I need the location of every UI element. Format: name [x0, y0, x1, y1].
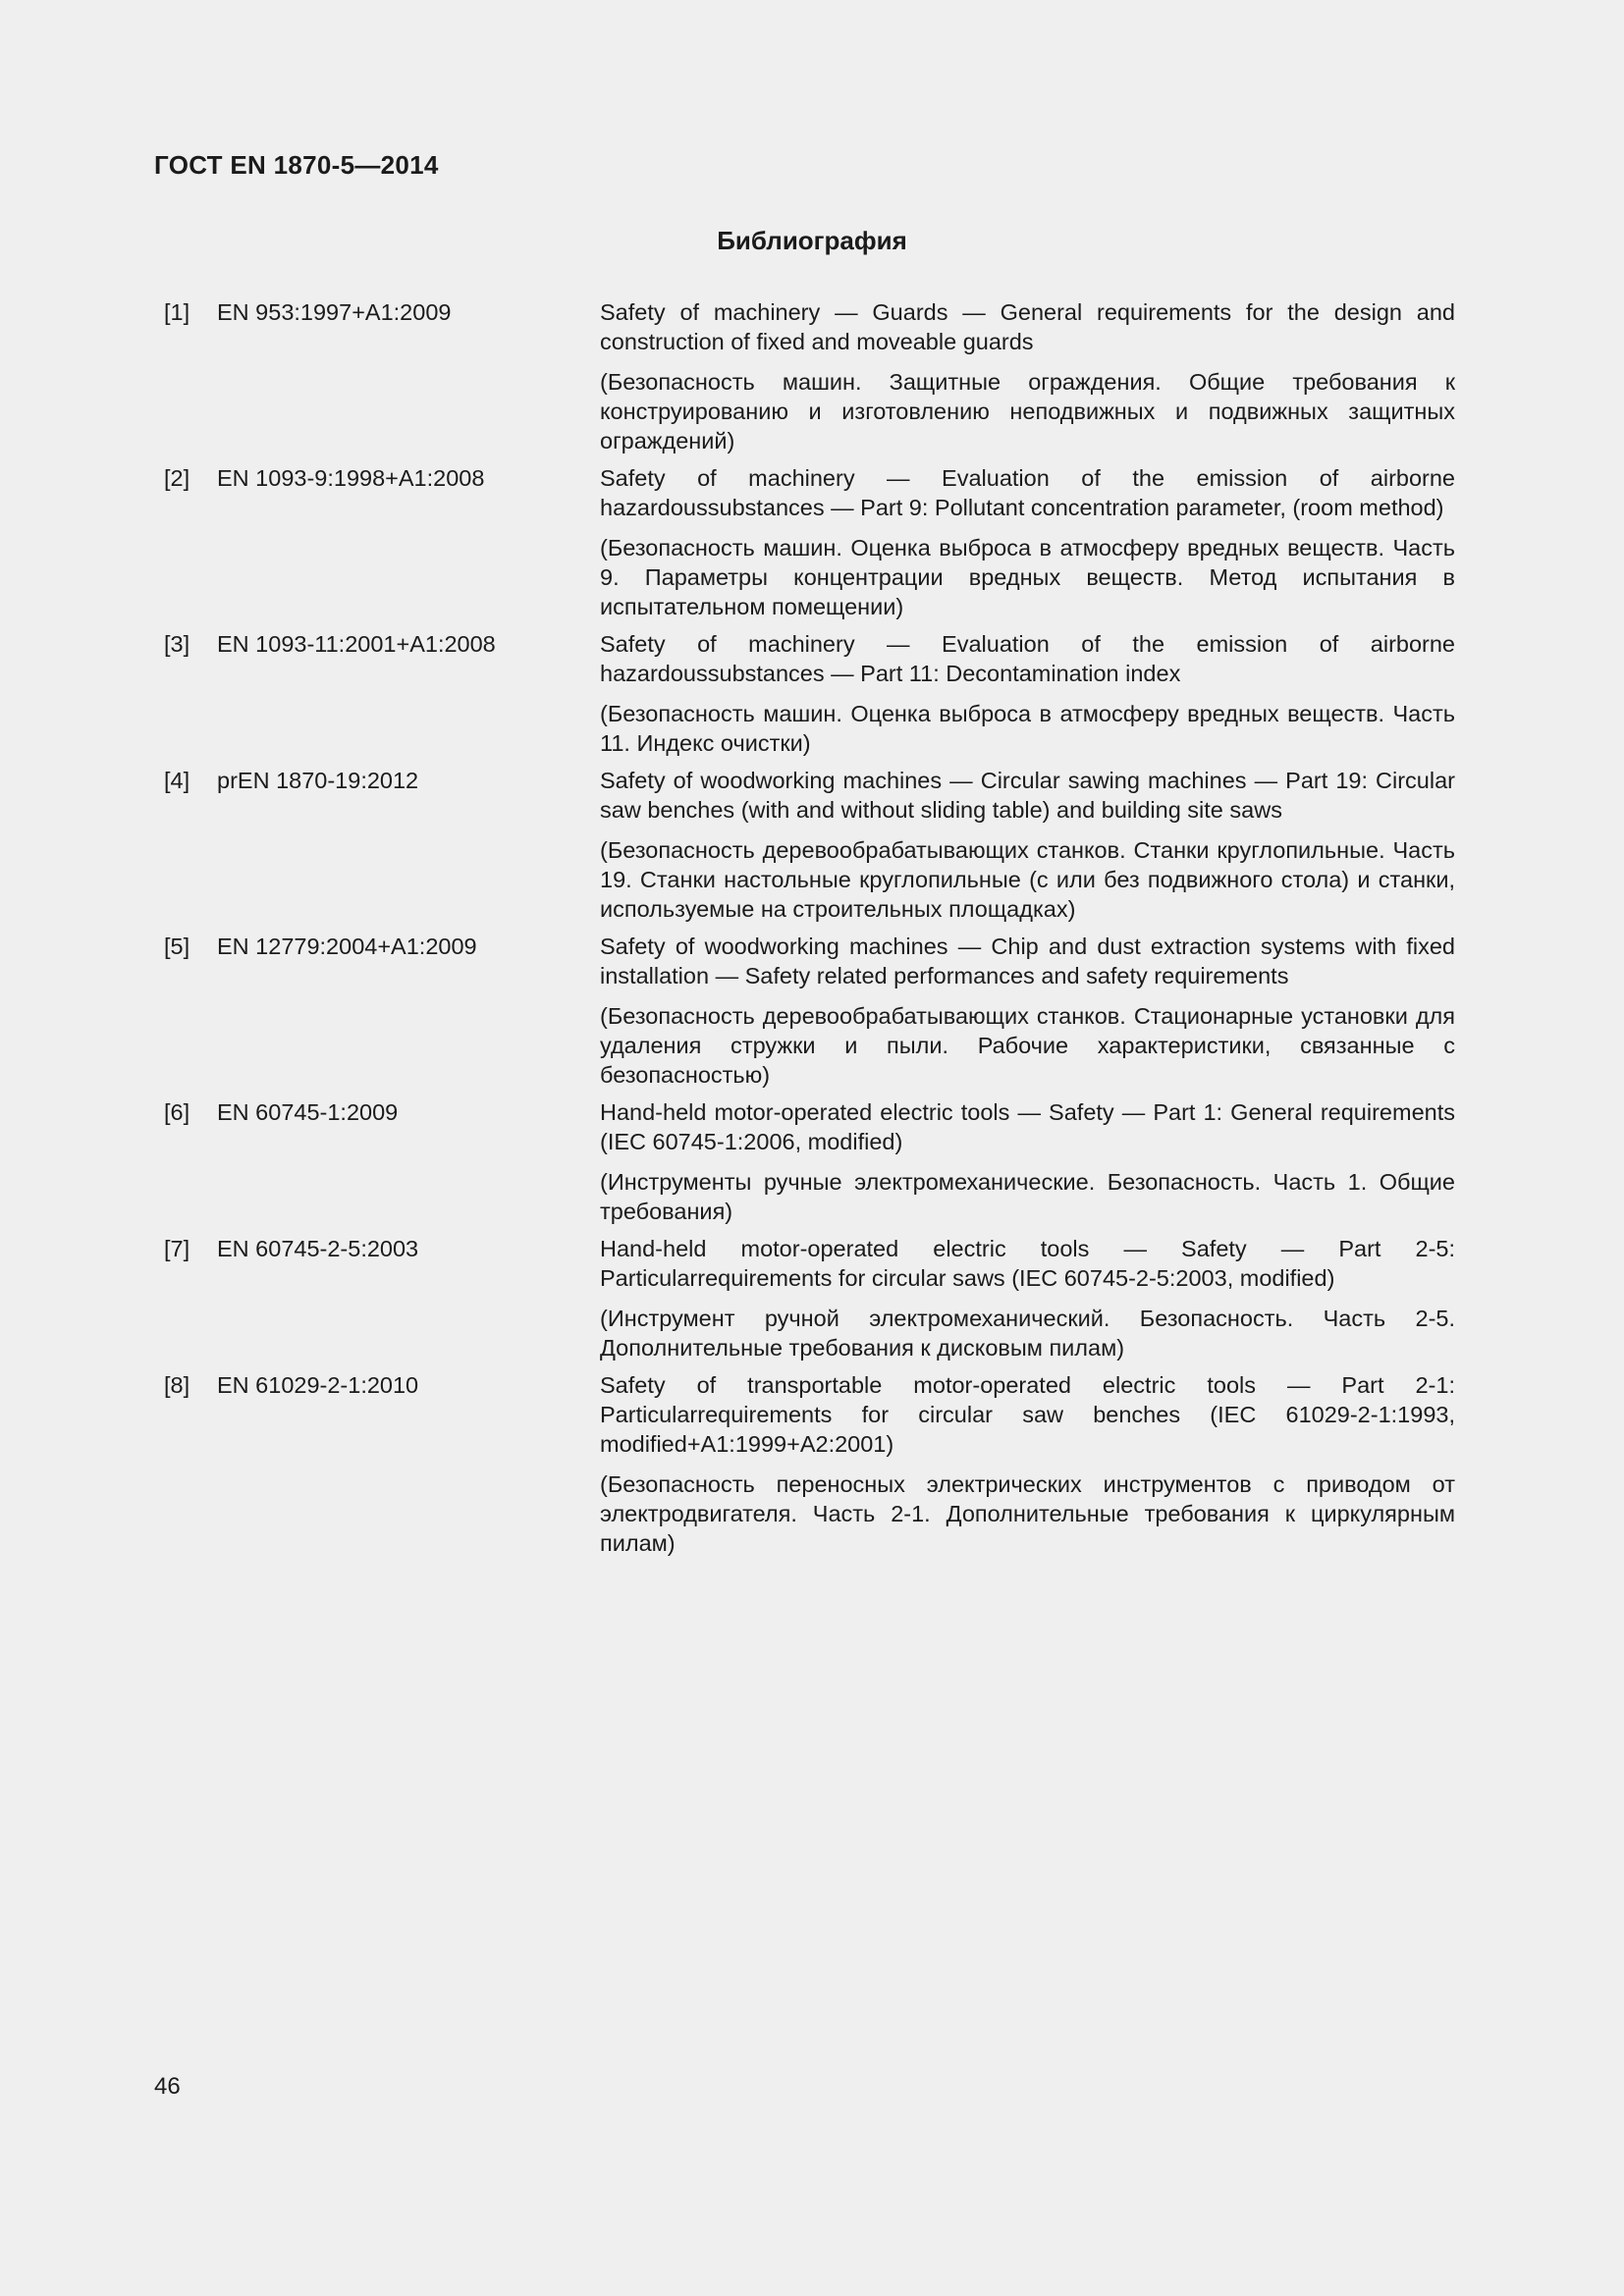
entry-description — [600, 297, 1455, 455]
bibliography-entry — [154, 1370, 1455, 1558]
entry-title-ru: (Безопасность деревообрабатывающих станков. Стационарные установки для удаления стружки и пыли. Рабочие характеристики, связанные с безопасностью) — [600, 1003, 1455, 1088]
entry-number: [1] — [164, 299, 190, 325]
entry-title-en: Safety of machinery — Evaluation of the emission of airborne hazardoussubstances — Part 11: Decontamination index — [600, 631, 1455, 686]
bibliography-entry — [154, 932, 1455, 1090]
bibliography-title: Библиография — [717, 226, 907, 255]
entry-description — [600, 932, 1455, 1090]
entry-standard: EN 1093-11:2001+A1:2008 — [217, 631, 496, 657]
entry-standard: EN 61029-2-1:2010 — [217, 1372, 419, 1398]
entry-number: [8] — [164, 1372, 190, 1398]
entry-number: [5] — [164, 934, 190, 959]
bibliography-entry — [154, 766, 1455, 924]
entry-title-en: Safety of machinery — Guards — General requirements for the design and construction of fixed and moveable guards — [600, 299, 1455, 354]
bibliography-entry — [154, 463, 1455, 621]
entry-title-en: Safety of woodworking machines — Chip and dust extraction systems with fixed installation — Safety related performances and safety requirements — [600, 934, 1455, 988]
entry-standard: EN 12779:2004+A1:2009 — [217, 934, 477, 959]
entry-description — [600, 1097, 1455, 1226]
bibliography-entry — [154, 297, 1455, 455]
entry-standard: EN 953:1997+A1:2009 — [217, 299, 452, 325]
entry-standard: EN 1093-9:1998+A1:2008 — [217, 465, 485, 491]
bibliography-entry — [154, 629, 1455, 758]
page-number: 46 — [154, 2073, 181, 2100]
entry-title-en: Safety of transportable motor-operated electric tools — Part 2-1: Particularrequirements for circular saw benches (IEC 61029-2-1:1993, modified+A1:1999+A2:2001) — [600, 1372, 1455, 1457]
entry-title-ru: (Инструменты ручные электромеханические. Безопасность. Часть 1. Общие требования) — [600, 1169, 1455, 1224]
entry-title-ru: (Инструмент ручной электромеханический. Безопасность. Часть 2-5. Дополнительные требования к дисковым пилам) — [600, 1306, 1455, 1361]
entry-title-ru: (Безопасность машин. Оценка выброса в атмосферу вредных веществ. Часть 9. Параметры концентрации вредных веществ. Метод испытания в испытательном помещении) — [600, 535, 1455, 619]
entry-standard: prEN 1870-19:2012 — [217, 768, 419, 793]
entry-standard: EN 60745-2-5:2003 — [217, 1236, 419, 1261]
entry-title-ru: (Безопасность деревообрабатывающих станков. Станки круглопильные. Часть 19. Станки настольные круглопильные (с или без подвижного стола) и станки, используемые на строительных площадках) — [600, 837, 1455, 922]
entry-standard: EN 60745-1:2009 — [217, 1099, 399, 1125]
bibliography-list — [154, 297, 1455, 1566]
entry-number: [4] — [164, 768, 190, 793]
entry-description — [600, 463, 1455, 621]
entry-title-en: Safety of machinery — Evaluation of the emission of airborne hazardoussubstances — Part 9: Pollutant concentration parameter, (room method) — [600, 465, 1455, 520]
entry-description — [600, 1370, 1455, 1558]
entry-number: [6] — [164, 1099, 190, 1125]
bibliography-entry — [154, 1234, 1455, 1362]
entry-number: [3] — [164, 631, 190, 657]
entry-title-ru: (Безопасность машин. Защитные ограждения. Общие требования к конструированию и изготовлению неподвижных и подвижных защитных ограждений) — [600, 369, 1455, 454]
entry-title-en: Hand-held motor-operated electric tools — Safety — Part 2-5: Particularrequirements for circular saws (IEC 60745-2-5:2003, modified) — [600, 1236, 1455, 1291]
entry-number: [2] — [164, 465, 190, 491]
entry-number: [7] — [164, 1236, 190, 1261]
document-code: ГОСТ EN 1870-5—2014 — [154, 150, 439, 180]
entry-title-ru: (Безопасность переносных электрических инструментов с приводом от электродвигателя. Часть 2-1. Дополнительные требования к циркулярным пилам) — [600, 1471, 1455, 1556]
entry-title-ru: (Безопасность машин. Оценка выброса в атмосферу вредных веществ. Часть 11. Индекс очистки) — [600, 701, 1455, 756]
entry-description — [600, 1234, 1455, 1362]
entry-title-en: Safety of woodworking machines — Circular sawing machines — Part 19: Circular saw benches (with and without sliding table) and building site saws — [600, 768, 1455, 823]
entry-description — [600, 629, 1455, 758]
entry-description — [600, 766, 1455, 924]
bibliography-entry — [154, 1097, 1455, 1226]
entry-title-en: Hand-held motor-operated electric tools — Safety — Part 1: General requirements (IEC 60745-1:2006, modified) — [600, 1099, 1455, 1154]
